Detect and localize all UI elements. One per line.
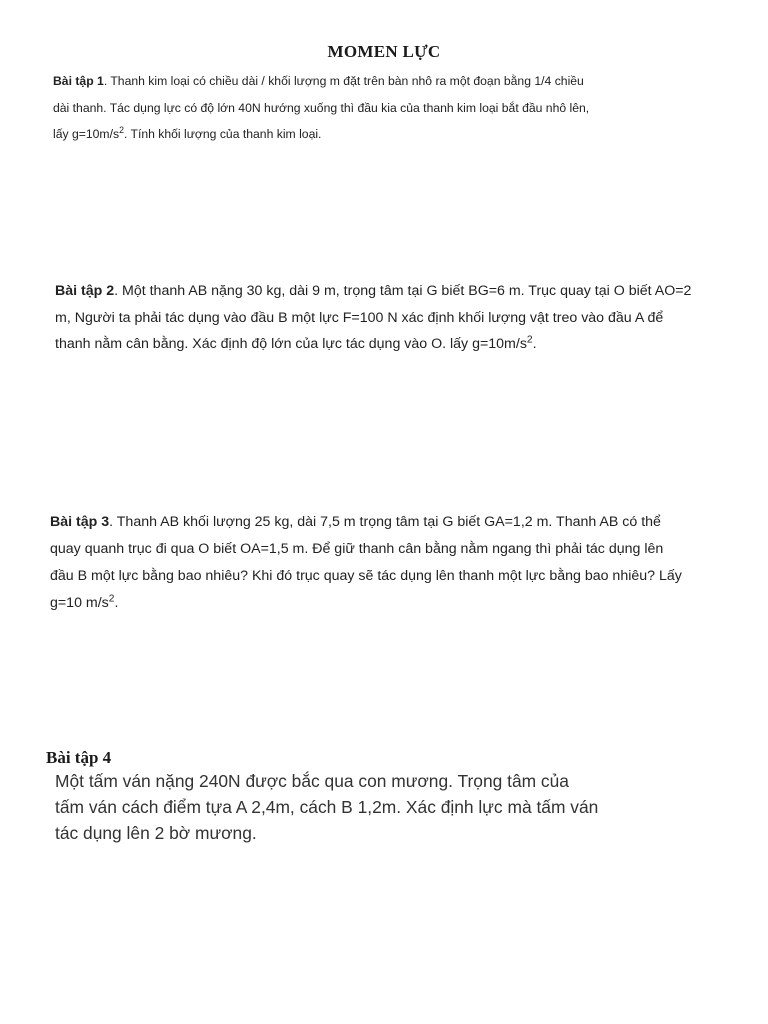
exercise-2-line-2: m, Người ta phải tác dụng vào đầu B một lực F=100 N xác định khối lượng vật treo vào đầu A để: [55, 309, 664, 326]
exercise-3: [50, 509, 740, 617]
exercise-4-label: Bài tập 4: [46, 748, 112, 767]
exercise-3-line-1: Bài tập 3. Thanh AB khối lượng 25 kg, dài 7,5 m trọng tâm tại G biết GA=1,2 m. Thanh AB có thể: [50, 514, 661, 530]
exercise-2: [55, 278, 735, 358]
exercise-3-line-3: đầu B một lực bằng bao nhiêu? Khi đó trục quay sẽ tác dụng lên thanh một lực bằng bao nhiêu? Lấy: [50, 568, 682, 584]
exercise-4-line-2: tấm ván cách điểm tựa A 2,4m, cách B 1,2m. Xác định lực mà tấm ván: [55, 797, 599, 817]
page-title: MOMEN LỰC: [327, 42, 441, 61]
exercise-2-label: Bài tập 2: [55, 283, 115, 299]
exercise-1-line-3: lấy $g=10m/s^2$. Tính khối lượng của thanh kim loại.: [53, 124, 322, 141]
exercise-3-line-4: g=10 $m/s^2$.: [50, 593, 119, 611]
exercise-4: [55, 768, 655, 846]
exercise-4-line-1: Một tấm ván nặng 240N được bắc qua con mương. Trọng tâm của: [55, 771, 569, 791]
exercise-1-label: Bài tập 1: [53, 74, 104, 88]
exercise-2-line-1: Bài tập 2. Một thanh AB nặng 30 kg, dài 9 m, trọng tâm tại G biết BG=6 m. Trục quay tại O biết AO=2: [55, 283, 692, 299]
exercise-1: [53, 68, 653, 148]
exercise-2-line-3: thanh nằm cân bằng. Xác định độ lớn của lực tác dụng vào O. lấy $g=10m/s^2$.: [55, 334, 537, 352]
exercise-3-line-2: quay quanh trục đi qua O biết OA=1,5 m. Để giữ thanh cân bằng nằm ngang thì phải tác dụng lên: [50, 541, 664, 557]
exercise-4-line-3: tác dụng lên 2 bờ mương.: [55, 823, 257, 843]
exercise-1-line-2: dài thanh. Tác dụng lực có độ lớn 40N hướng xuống thì đầu kia của thanh kim loại bắt đầu nhô lên,: [53, 100, 590, 115]
exercise-3-label: Bài tập 3: [50, 514, 110, 530]
exercise-1-line-1: Bài tập 1. Thanh kim loại có chiều dài / khối lượng m đặt trên bàn nhô ra một đoạn bằng 1/4 chiều: [53, 74, 584, 88]
